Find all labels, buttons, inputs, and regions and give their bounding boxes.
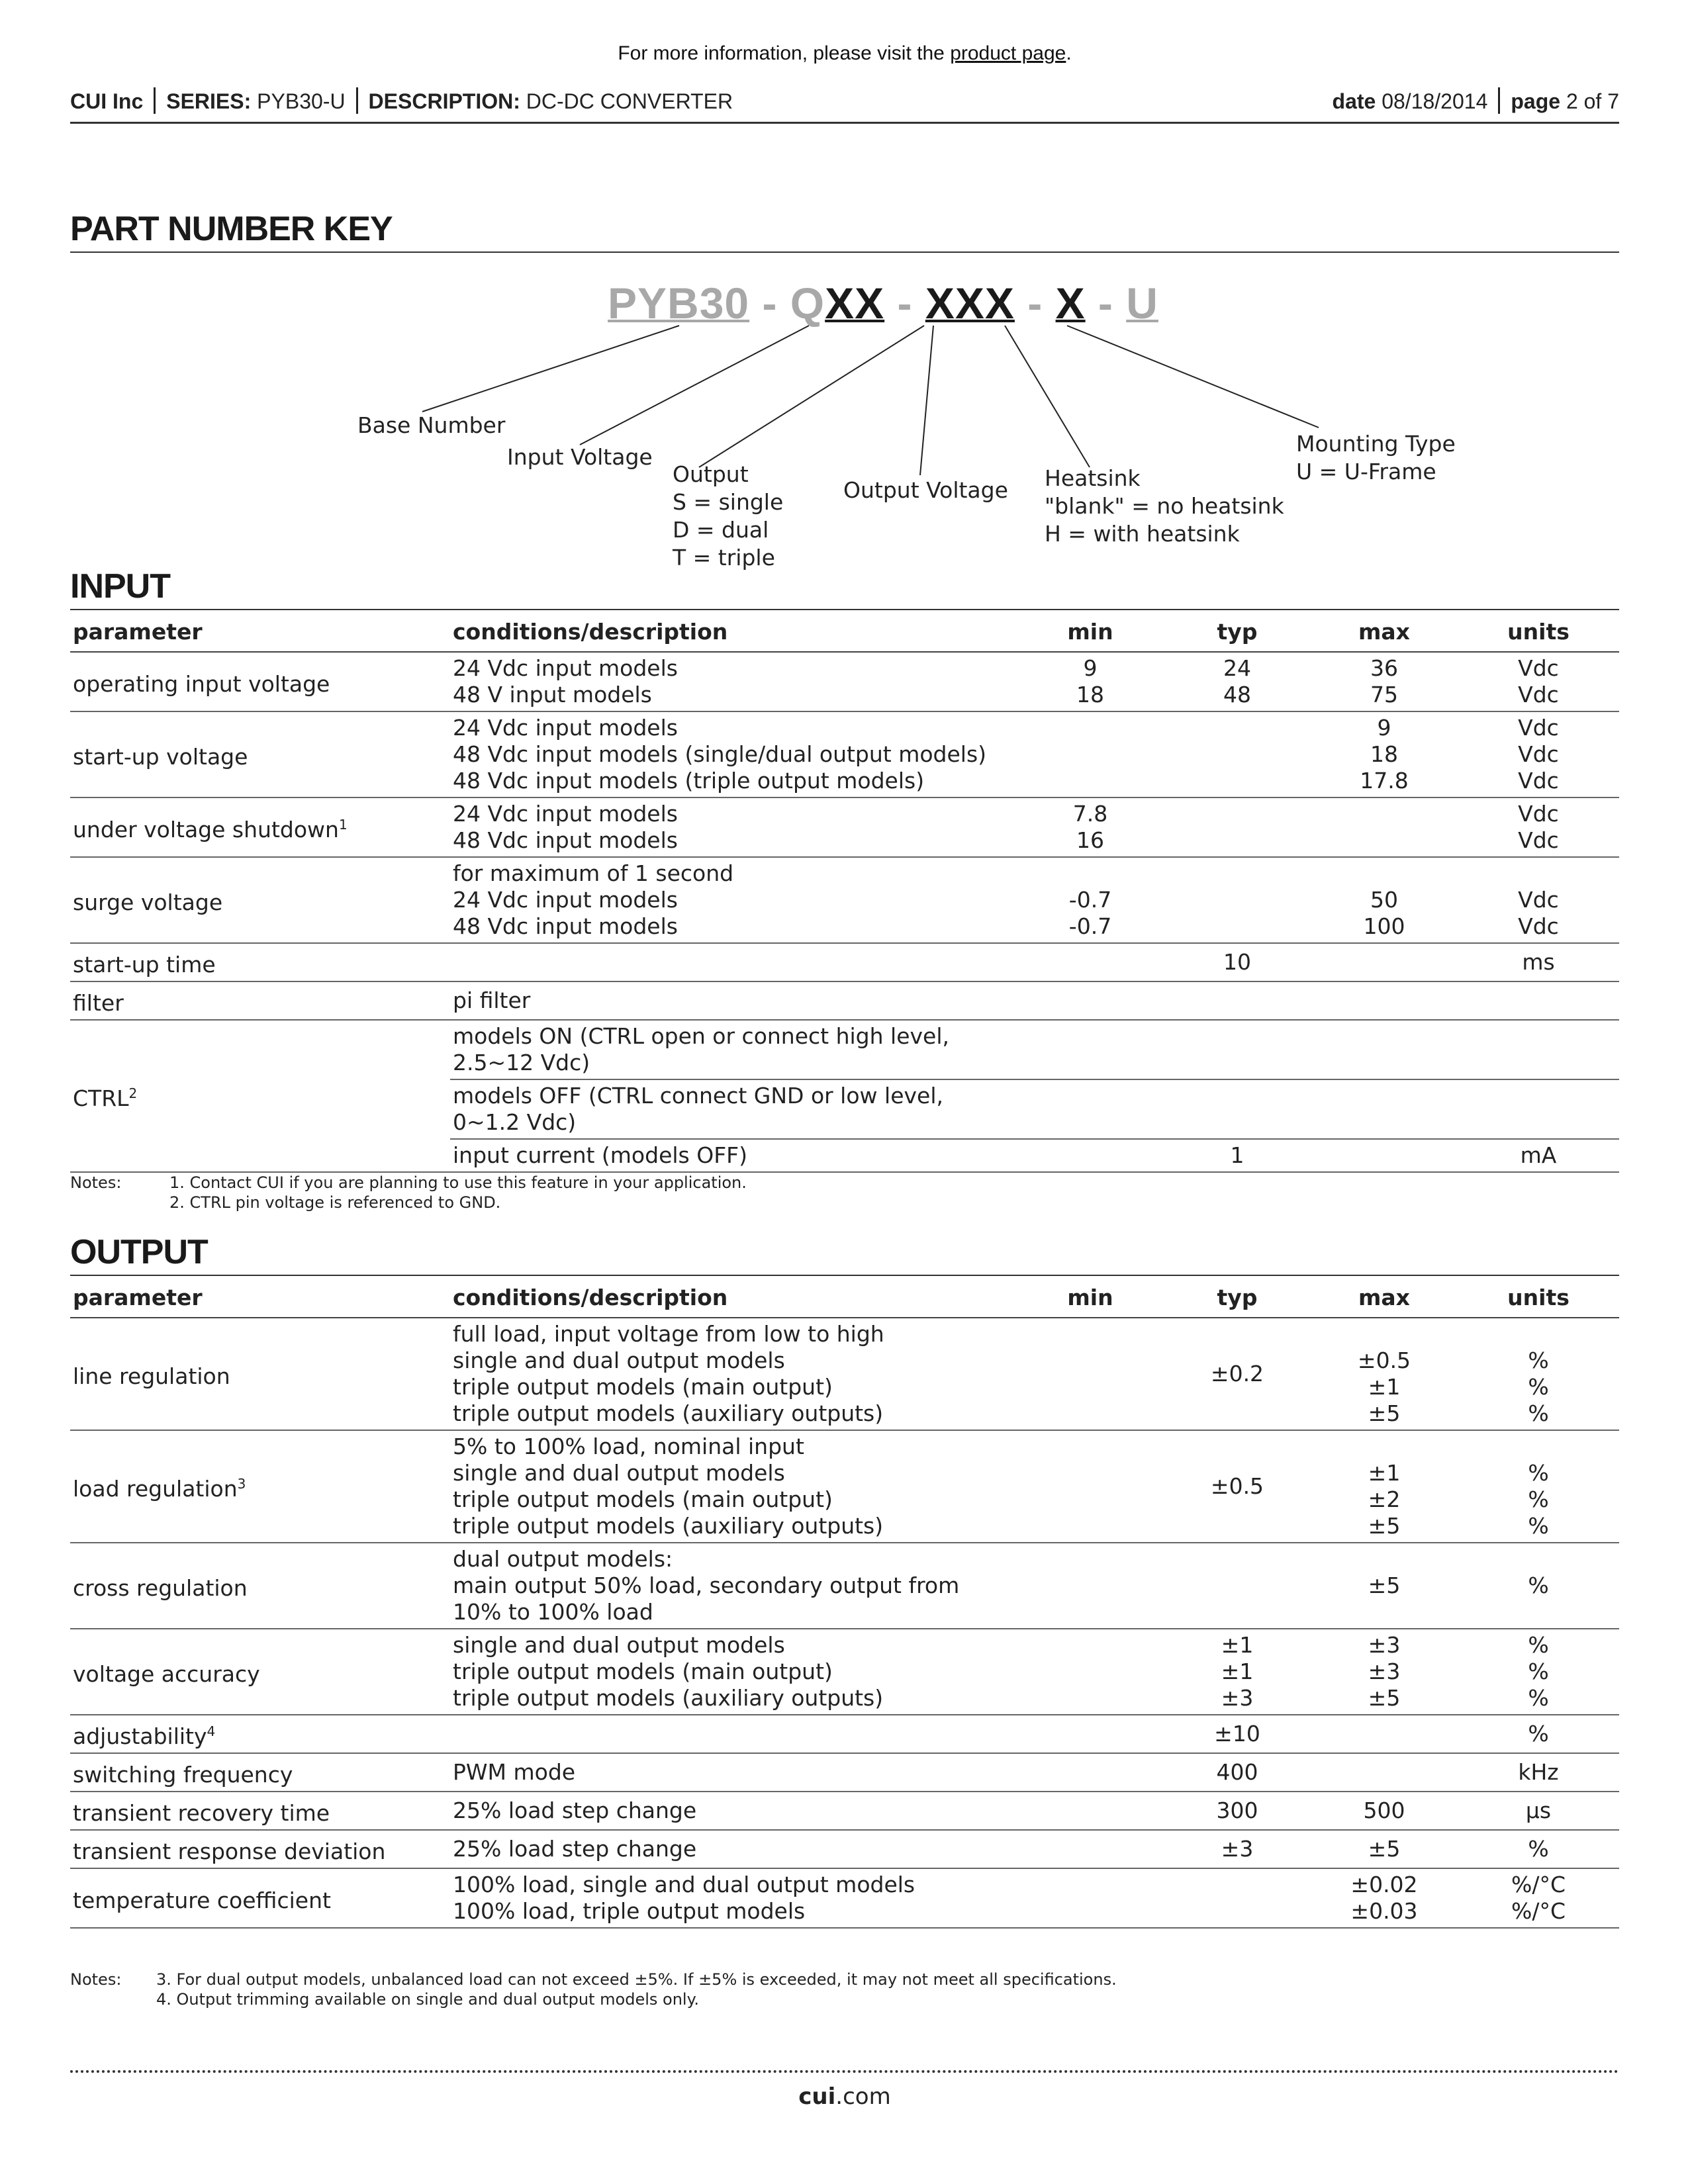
col-header: parameter (70, 1279, 450, 1318)
typ-cell (1164, 1079, 1311, 1139)
table-row (70, 1629, 1619, 1715)
min-cell (1017, 1543, 1164, 1629)
line-input-voltage (580, 326, 809, 445)
param-text: transient response deviation (73, 1839, 386, 1864)
output-table-body (70, 1318, 1619, 1928)
code-dash: - (1085, 279, 1127, 328)
col-header: typ (1164, 1279, 1311, 1318)
param-cell (70, 711, 450, 797)
cond-cell: 24 Vdc input models 48 V input models (450, 652, 1017, 711)
footnote-mark: 3 (237, 1476, 246, 1492)
line-base-number (422, 326, 679, 412)
description-label: DESCRIPTION: (368, 89, 520, 113)
param-cell (70, 1318, 450, 1430)
param-cell (70, 981, 450, 1020)
input-section-title: INPUT (70, 567, 1619, 610)
output-spec-table (70, 1279, 1619, 1929)
param-text: switching frequency (73, 1762, 293, 1788)
col-header: units (1458, 1279, 1619, 1318)
min-cell: -0.7 -0.7 (1017, 857, 1164, 943)
table-row (70, 1543, 1619, 1629)
min-cell (1017, 1430, 1164, 1543)
max-cell: ±1 ±2 ±5 (1311, 1430, 1458, 1543)
param-cell (70, 1629, 450, 1715)
param-text: adjustability (73, 1723, 207, 1749)
code-base: PYB30 (608, 279, 750, 328)
typ-cell: ±10 (1164, 1715, 1311, 1753)
col-header: conditions/description (450, 1279, 1017, 1318)
code-input: XX (825, 279, 885, 328)
footer-divider (70, 2070, 1619, 2073)
table-row (70, 1318, 1619, 1430)
cond-cell: 25% load step change (450, 1792, 1017, 1830)
label-input-voltage: Input Voltage (507, 444, 653, 470)
company-name: CUI Inc (70, 89, 144, 113)
description-value: DC-DC CONVERTER (526, 89, 733, 113)
col-header: typ (1164, 613, 1311, 652)
typ-cell (1164, 1543, 1311, 1629)
typ-cell: 1 (1164, 1139, 1311, 1172)
param-cell (70, 1020, 450, 1172)
code-q: Q (790, 279, 825, 328)
label-base-number: Base Number (357, 412, 506, 438)
max-cell (1311, 1020, 1458, 1079)
cond-cell: input current (models OFF) (450, 1139, 1017, 1172)
units-cell: % (1458, 1715, 1619, 1753)
part-number-key-title: PART NUMBER KEY (70, 209, 1619, 253)
part-number-code (608, 278, 1158, 328)
table-row (70, 652, 1619, 711)
min-cell (1017, 943, 1164, 981)
units-cell: μs (1458, 1792, 1619, 1830)
col-header: parameter (70, 613, 450, 652)
param-cell (70, 652, 450, 711)
col-header: min (1017, 613, 1164, 652)
min-cell (1017, 1792, 1164, 1830)
label-output-voltage: Output Voltage (843, 477, 1008, 503)
min-cell: 7.8 16 (1017, 797, 1164, 857)
table-row (70, 1868, 1619, 1928)
max-cell (1311, 1753, 1458, 1792)
footer-brand: cui (798, 2083, 836, 2110)
datasheet-page (70, 0, 1619, 2184)
line-mounting-type (1067, 326, 1319, 428)
param-cell (70, 1430, 450, 1543)
input-table-body (70, 652, 1619, 1172)
min-cell (1017, 1079, 1164, 1139)
cond-cell: 24 Vdc input models 48 Vdc input models (450, 797, 1017, 857)
typ-cell: 300 (1164, 1792, 1311, 1830)
param-cell (70, 1830, 450, 1868)
typ-cell (1164, 1868, 1311, 1928)
table-row (70, 1792, 1619, 1830)
param-cell (70, 1543, 450, 1629)
max-cell: 36 75 (1311, 652, 1458, 711)
cond-cell: models ON (CTRL open or connect high level, 2.5~12 Vdc) (450, 1020, 1017, 1079)
units-cell: % % % (1458, 1430, 1619, 1543)
col-header: max (1311, 1279, 1458, 1318)
min-cell (1017, 981, 1164, 1020)
code-mounting: U (1126, 279, 1158, 328)
series-label: SERIES: (166, 89, 252, 113)
typ-cell (1164, 857, 1311, 943)
table-row (70, 1430, 1619, 1543)
param-text: surge voltage (73, 889, 223, 915)
table-header-row (70, 613, 1619, 652)
typ-cell: 10 (1164, 943, 1311, 981)
cond-cell: single and dual output models triple output models (main output) triple output models (auxiliary outputs) (450, 1629, 1017, 1715)
line-output (699, 326, 924, 467)
notes-label: Notes: (70, 1970, 122, 1989)
units-cell: % % % (1458, 1318, 1619, 1430)
typ-cell: 400 (1164, 1753, 1311, 1792)
units-cell: % (1458, 1830, 1619, 1868)
param-cell (70, 1715, 450, 1753)
max-cell: 500 (1311, 1792, 1458, 1830)
param-text: cross regulation (73, 1575, 248, 1601)
table-row (70, 711, 1619, 797)
top-note-prefix: For more information, please visit the (618, 42, 951, 64)
min-cell (1017, 1715, 1164, 1753)
product-page-link[interactable]: product page (950, 42, 1066, 64)
table-row (70, 1020, 1619, 1079)
cond-cell: 24 Vdc input models 48 Vdc input models (single/dual output models) 48 Vdc input models (triple output models) (450, 711, 1017, 797)
label-output: Output S = single D = dual T = triple (673, 461, 784, 570)
max-cell: ±5 (1311, 1543, 1458, 1629)
param-cell (70, 857, 450, 943)
line-output-voltage (920, 326, 933, 475)
param-cell (70, 1792, 450, 1830)
cond-cell: 100% load, single and dual output models 100% load, triple output models (450, 1868, 1017, 1928)
page-header (70, 85, 1619, 124)
input-notes (70, 1173, 1619, 1219)
table-row (70, 1753, 1619, 1792)
param-text: CTRL (73, 1085, 129, 1111)
max-cell: ±3 ±3 ±5 (1311, 1629, 1458, 1715)
output-section-title: OUTPUT (70, 1232, 1619, 1276)
notes-text: 3. For dual output models, unbalanced load can not exceed ±5%. If ±5% is exceeded, it may not meet all specifications. 4. Output trimming available on single and dual output models only. (156, 1970, 1117, 2009)
typ-cell: ±0.2 (1164, 1318, 1311, 1430)
table-row (70, 943, 1619, 981)
code-dash: - (749, 279, 790, 328)
param-cell (70, 797, 450, 857)
notes-label: Notes: (70, 1173, 122, 1192)
units-cell (1458, 1020, 1619, 1079)
typ-cell: ±0.5 (1164, 1430, 1311, 1543)
max-cell (1311, 1079, 1458, 1139)
param-text: line regulation (73, 1363, 230, 1389)
line-heatsink (1005, 326, 1090, 467)
typ-cell (1164, 797, 1311, 857)
param-cell (70, 1753, 450, 1792)
param-text: transient recovery time (73, 1800, 330, 1826)
footnote-mark: 4 (207, 1723, 216, 1739)
col-header: conditions/description (450, 613, 1017, 652)
cond-cell: dual output models: main output 50% load, secondary output from 10% to 100% load (450, 1543, 1017, 1629)
cond-cell: PWM mode (450, 1753, 1017, 1792)
param-cell (70, 1868, 450, 1928)
part-number-diagram (70, 265, 1619, 569)
footer-domain: .com (835, 2083, 891, 2110)
code-output: XXX (925, 279, 1015, 328)
cond-cell: models OFF (CTRL connect GND or low level, 0~1.2 Vdc) (450, 1079, 1017, 1139)
units-cell: Vdc Vdc Vdc (1458, 711, 1619, 797)
code-dash: - (1014, 279, 1056, 328)
table-row (70, 857, 1619, 943)
param-text: start-up time (73, 952, 216, 978)
min-cell (1017, 1830, 1164, 1868)
param-text: start-up voltage (73, 744, 248, 770)
max-cell (1311, 1139, 1458, 1172)
min-cell (1017, 1868, 1164, 1928)
table-row (70, 797, 1619, 857)
max-cell: 9 18 17.8 (1311, 711, 1458, 797)
footnote-mark: 1 (338, 817, 348, 833)
param-text: load regulation (73, 1476, 238, 1502)
col-header: units (1458, 613, 1619, 652)
typ-cell (1164, 1020, 1311, 1079)
min-cell (1017, 1753, 1164, 1792)
units-cell: Vdc Vdc (1458, 797, 1619, 857)
units-cell: mA (1458, 1139, 1619, 1172)
top-note (70, 42, 1619, 65)
footer-website[interactable] (70, 2083, 1619, 2110)
max-cell: 50 100 (1311, 857, 1458, 943)
param-text: temperature coefficient (73, 1888, 331, 1913)
page-label: page (1511, 89, 1561, 113)
units-cell: Vdc Vdc (1458, 652, 1619, 711)
units-cell (1458, 981, 1619, 1020)
max-cell (1311, 943, 1458, 981)
label-heatsink: Heatsink "blank" = no heatsink H = with heatsink (1045, 465, 1284, 547)
min-cell (1017, 1318, 1164, 1430)
cond-cell: 25% load step change (450, 1830, 1017, 1868)
date-label: date (1332, 89, 1376, 113)
cond-cell (450, 1715, 1017, 1753)
max-cell (1311, 981, 1458, 1020)
table-row (70, 1715, 1619, 1753)
units-cell: ms (1458, 943, 1619, 981)
code-heatsink: X (1055, 279, 1086, 328)
typ-cell (1164, 711, 1311, 797)
table-row (70, 981, 1619, 1020)
typ-cell: 24 48 (1164, 652, 1311, 711)
units-cell: % % % (1458, 1629, 1619, 1715)
output-notes (70, 1970, 1619, 2016)
min-cell (1017, 1629, 1164, 1715)
page-value: 2 of 7 (1566, 89, 1619, 113)
notes-text: 1. Contact CUI if you are planning to use this feature in your application. 2. CTRL pin voltage is referenced to GND. (169, 1173, 747, 1212)
typ-cell: ±1 ±1 ±3 (1164, 1629, 1311, 1715)
cond-cell (450, 943, 1017, 981)
table-row (70, 1830, 1619, 1868)
param-text: operating input voltage (73, 671, 330, 697)
code-dash: - (884, 279, 925, 328)
max-cell: ±0.5 ±1 ±5 (1311, 1318, 1458, 1430)
cond-cell: full load, input voltage from low to high single and dual output models triple output models (main output) triple output models (auxiliary outputs) (450, 1318, 1017, 1430)
min-cell (1017, 1020, 1164, 1079)
typ-cell: ±3 (1164, 1830, 1311, 1868)
units-cell: %/°C %/°C (1458, 1868, 1619, 1928)
series-value: PYB30-U (257, 89, 346, 113)
max-cell (1311, 1715, 1458, 1753)
units-cell: Vdc Vdc (1458, 857, 1619, 943)
max-cell: ±0.02 ±0.03 (1311, 1868, 1458, 1928)
input-spec-table (70, 613, 1619, 1173)
cond-cell: pi filter (450, 981, 1017, 1020)
table-header-row (70, 1279, 1619, 1318)
min-cell (1017, 1139, 1164, 1172)
max-cell (1311, 797, 1458, 857)
param-text: under voltage shutdown (73, 817, 339, 842)
max-cell: ±5 (1311, 1830, 1458, 1868)
typ-cell (1164, 981, 1311, 1020)
units-cell: kHz (1458, 1753, 1619, 1792)
units-cell: % (1458, 1543, 1619, 1629)
date-value: 08/18/2014 (1382, 89, 1488, 113)
param-text: voltage accuracy (73, 1661, 260, 1687)
top-note-suffix: . (1066, 42, 1072, 64)
cond-cell: for maximum of 1 second 24 Vdc input models 48 Vdc input models (450, 857, 1017, 943)
min-cell: 9 18 (1017, 652, 1164, 711)
footnote-mark: 2 (128, 1085, 138, 1101)
cond-cell: 5% to 100% load, nominal input single and dual output models triple output models (main output) triple output models (auxiliary outputs) (450, 1430, 1017, 1543)
param-text: filter (73, 990, 124, 1016)
param-cell (70, 943, 450, 981)
col-header: max (1311, 613, 1458, 652)
min-cell (1017, 711, 1164, 797)
col-header: min (1017, 1279, 1164, 1318)
units-cell (1458, 1079, 1619, 1139)
label-mounting-type: Mounting Type U = U-Frame (1296, 431, 1456, 484)
